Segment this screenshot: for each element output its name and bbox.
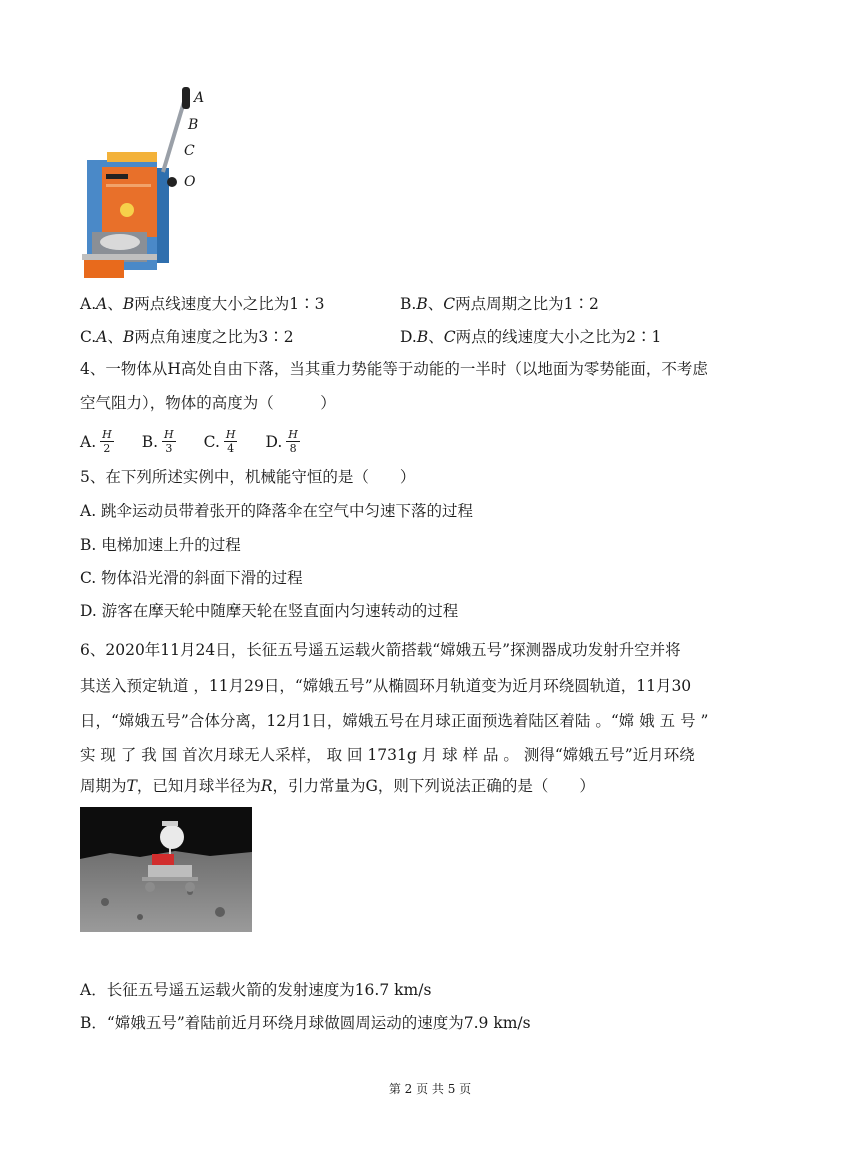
page-footer: 第 2 页 共 5 页 — [388, 1082, 472, 1096]
q5-stem: 5、在下列所述实例中，机械能守恒的是（ ） — [80, 468, 416, 486]
label-c: C — [184, 143, 195, 159]
q5-option-d[interactable]: D. 游客在摩天轮中随摩天轮在竖直面内匀速转动的过程 — [80, 602, 459, 620]
q4-option-b[interactable]: B. $\frac{H}{3}$ — [141, 428, 174, 455]
lunar-lander-photo — [80, 807, 252, 932]
q4-stem-line-1: 4、一物体从H高处自由下落，当其重力势能等于动能的一半时（以地面为零势能面，不考虑 — [80, 360, 708, 378]
q6-stem-line-2: 其送入预定轨道 ，11月29日，“嫦娥五号”从椭圆环月轨道变为近月环绕圆轨道，11月30 — [80, 677, 692, 695]
q6-stem-line-5: 周期为T，已知月球半径为R，引力常量为G，则下列说法正确的是（ ） — [80, 777, 595, 795]
q3-options-row-1 — [80, 292, 599, 314]
q6-stem-line-1: 6、2020年11月24日，长征五号遥五运载火箭搭载“嫦娥五号”探测器成功发射升空并将 — [80, 641, 681, 659]
q5-option-a[interactable]: A. 跳伞运动员带着张开的降落伞在空气中匀速下落的过程 — [80, 502, 474, 520]
q6-stem-line-3: 日，“嫦娥五号”合体分离，12月1日，嫦娥五号在月球正面预选着陆区着陆 。“嫦 娥 五 号 ” — [80, 712, 709, 730]
q4-options — [80, 428, 302, 455]
q4-option-c[interactable]: C. $\frac{H}{4}$ — [203, 428, 236, 455]
q3-options-row-2 — [80, 325, 662, 347]
label-o: O — [184, 174, 196, 190]
q4-stem-line-2: 空气阻力），物体的高度为（ ） — [80, 394, 336, 412]
q4-option-a[interactable]: A. $\frac{H}{2}$ — [80, 428, 112, 455]
q4-option-d[interactable]: D. $\frac{H}{8}$ — [265, 428, 298, 455]
q6-stem-line-4: 实 现 了 我 国 首次月球无人采样， 取 回 1731g 月 球 样 品 。 测得“嫦娥五号”近月环绕 — [80, 746, 695, 764]
q3-option-a[interactable]: A.A、B两点线速度大小之比为1∶3 — [80, 295, 325, 313]
q6-option-b[interactable]: B．“嫦娥五号”着陆前近月环绕月球做圆周运动的速度为7.9 km/s — [80, 1014, 531, 1032]
label-b: B — [188, 117, 199, 133]
label-a: A — [194, 90, 205, 106]
q3-option-c[interactable]: C.A、B两点角速度之比为3∶2 — [80, 328, 294, 346]
q5-option-b[interactable]: B. 电梯加速上升的过程 — [80, 536, 241, 554]
q3-option-b[interactable]: B.B、C两点周期之比为1∶2 — [400, 295, 599, 313]
cup-sealer-figure — [82, 82, 212, 282]
q5-option-c[interactable]: C. 物体沿光滑的斜面下滑的过程 — [80, 569, 303, 587]
q3-option-d[interactable]: D.B、C两点的线速度大小之比为2∶1 — [400, 328, 662, 346]
q6-option-a[interactable]: A．长征五号遥五运载火箭的发射速度为16.7 km/s — [80, 981, 432, 999]
